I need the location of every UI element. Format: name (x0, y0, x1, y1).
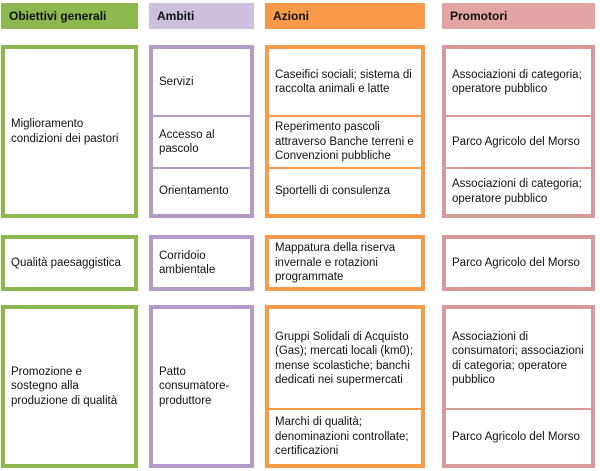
promotore-text: Parco Agricolo del Morso (452, 430, 580, 443)
promotore-text: Parco Agricolo del Morso (452, 256, 580, 269)
ambito-text: Orientamento (159, 185, 229, 198)
ambito-text: Patto consumatore-produttore (159, 365, 230, 407)
ambito-text: Accesso al pascolo (159, 128, 215, 155)
header-obiettivi-label: Obiettivi generali (9, 9, 107, 23)
azione-text: Mappatura della riserva invernale e rotazioni programmate (275, 242, 396, 284)
azione-text: Reperimento pascoli attraverso Banche terreni e Convenzioni pubbliche (275, 121, 414, 163)
header-ambiti-label: Ambiti (157, 9, 195, 23)
header-ambiti (149, 3, 254, 29)
header-azioni-label: Azioni (273, 9, 309, 23)
header-promotori-label: Promotori (450, 9, 508, 23)
promotore-text: Associazioni di categoria; operatore pubblico (452, 178, 582, 205)
azione-text: Caseifici sociali; sistema di raccolta animali e latte (275, 68, 412, 95)
azione-text: Sportelli di consulenza (275, 185, 391, 198)
ambito-text: Servizi (159, 75, 194, 88)
azione-text: Marchi di qualità; denominazioni controllate; certificazioni (275, 416, 409, 458)
promotore-text: Parco Agricolo del Morso (452, 135, 580, 148)
header-azioni (265, 3, 425, 29)
obiettivo-text-2: Qualità paesaggistica (11, 256, 121, 269)
header-promotori (442, 3, 595, 29)
promotore-text: Associazioni di categoria; operatore pubblico (452, 68, 582, 95)
obiettivo-text-3: Promozione e sostegno alla produzione di qualità (11, 365, 118, 407)
azione-text: Gruppi Solidali di Acquisto (Gas); mercati locali (km0); mense scolastiche; banchi dedicati nei supermercati (275, 330, 414, 386)
ambito-text: Corridoio ambientale (159, 249, 216, 276)
header-obiettivi (1, 3, 138, 29)
obiettivo-text-1: Miglioramento condizioni dei pastori (11, 118, 119, 145)
promotore-text: Associazioni di consumatori; associazioni di categoria; operatore pubblico (452, 330, 584, 386)
